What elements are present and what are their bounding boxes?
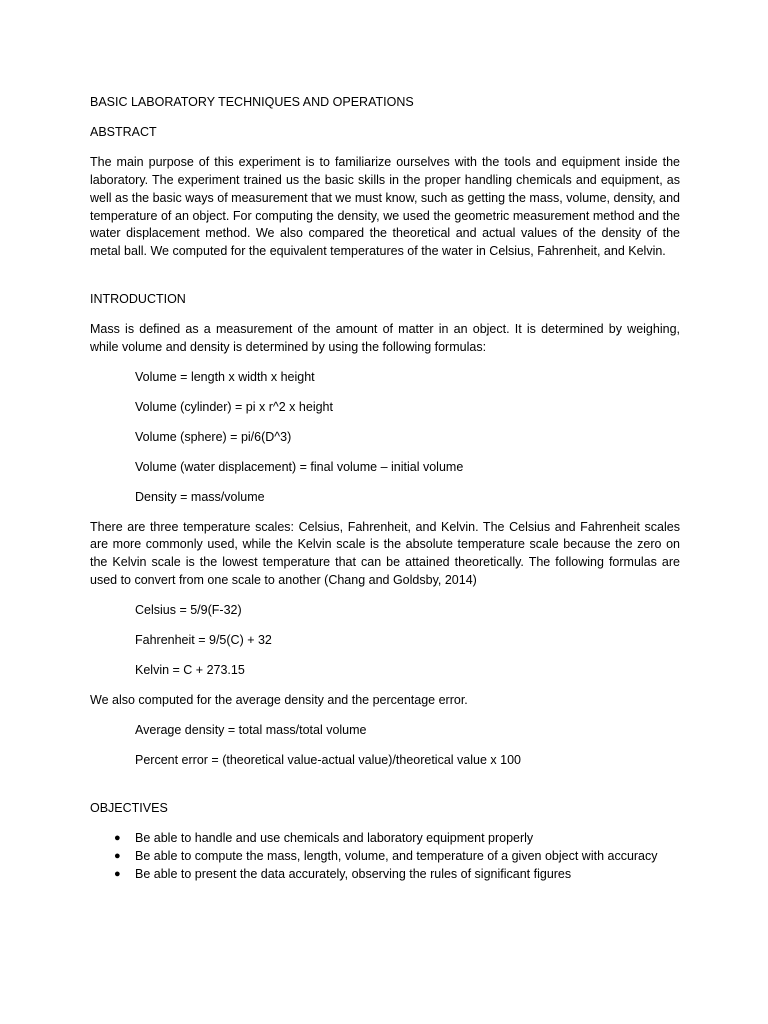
introduction-heading: INTRODUCTION [90,292,186,307]
objective-text: Be able to compute the mass, length, volume, and temperature of a given object with accuracy [135,849,658,864]
formula-fahrenheit: Fahrenheit = 9/5(C) + 32 [135,633,272,648]
formula-celsius: Celsius = 5/9(F-32) [135,603,242,618]
formula-kelvin: Kelvin = C + 273.15 [135,662,245,677]
document-title: BASIC LABORATORY TECHNIQUES AND OPERATIONS [90,95,414,109]
bullet-icon: ● [114,868,121,881]
objective-text: Be able to present the data accurately, observing the rules of significant figures [135,867,572,882]
objective-text: Be able to handle and use chemicals and laboratory equipment properly [135,831,534,846]
abstract-heading: ABSTRACT [90,124,157,139]
formula-volume-water-displacement: Volume (water displacement) = final volume – initial volume [135,459,464,474]
introduction-paragraph-mass: Mass is defined as a measurement of the amount of matter in an object. It is determined by weighing, while volume and density is determined by using the following formulas: [90,322,680,355]
abstract-text: The main purpose of this experiment is to familiarize ourselves with the tools and equipment inside the laboratory. The experiment trained us the basic skills in the proper handling chemicals and equipment, as well as the basic ways of measurement that we must know, such as getting the mass, volume, density, and temperature of an object. For computing the density, we used the geometric measurement method and the water displacement method. We also compared the theoretical and actual values of the density of the metal ball. We computed for the equivalent temperatures of the water in Celsius, Fahrenheit, and Kelvin. [90,154,680,259]
bullet-icon: ● [114,832,121,845]
formula-volume-box: Volume = length x width x height [135,369,315,384]
list-item [90,829,680,847]
bullet-icon: ● [114,850,121,863]
formula-volume-sphere: Volume (sphere) = pi/6(D^3) [135,429,292,444]
list-item [90,847,680,865]
introduction-paragraph-average: We also computed for the average density and the percentage error. [90,692,468,707]
introduction-paragraph-temperature: There are three temperature scales: Celsius, Fahrenheit, and Kelvin. The Celsius and Fahrenheit scales are more commonly used, while the Kelvin scale is the absolute temperature scale because the zero on the Kelvin scale is the lowest temperature that can be attained theoretically. The following formulas are used to convert from one scale to another (Chang and Goldsby, 2014) [90,519,680,588]
formula-density: Density = mass/volume [135,489,265,504]
formula-percent-error: Percent error = (theoretical value-actual value)/theoretical value x 100 [135,752,521,767]
list-item [90,865,680,883]
formula-average-density: Average density = total mass/total volume [135,722,367,737]
objectives-heading: OBJECTIVES [90,800,168,815]
objectives-list [90,829,680,883]
formula-volume-cylinder: Volume (cylinder) = pi x r^2 x height [135,399,333,414]
